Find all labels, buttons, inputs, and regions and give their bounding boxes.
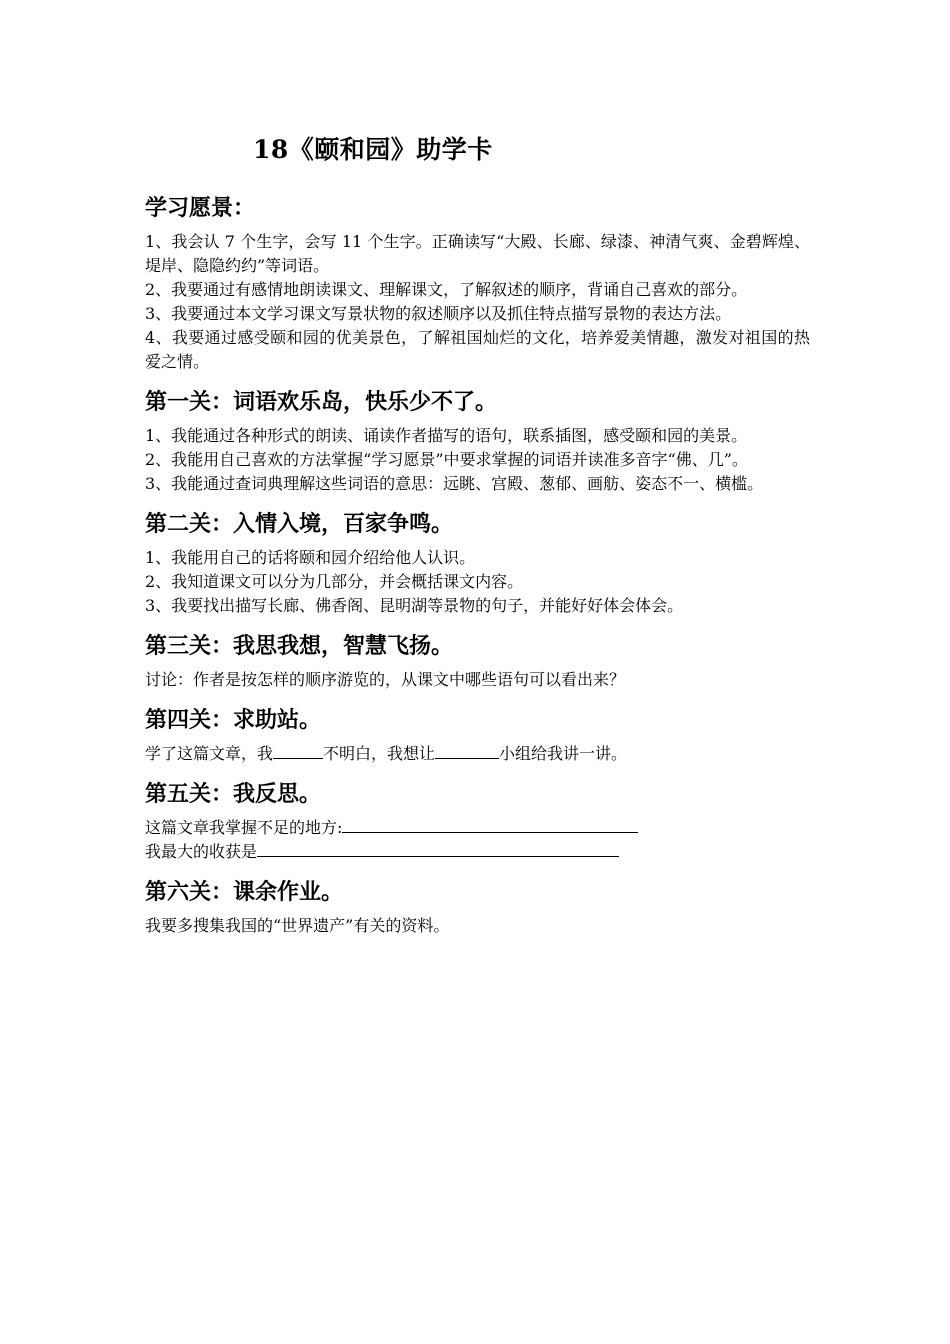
section-heading: 第六关：课余作业。: [145, 879, 344, 905]
gain-blank[interactable]: [257, 841, 619, 857]
section-heading: 第一关：词语欢乐岛，快乐少不了。: [145, 389, 498, 415]
unclear-topic-blank[interactable]: [273, 743, 323, 759]
section-heading: 学习愿景：: [145, 195, 256, 221]
list-item: 1、我会认 7 个生字，会写 11 个生字。正确读写“大殿、长廊、绿漆、神清气爽、金碧辉煌、堤岸、隐隐约约”等词语。: [145, 232, 810, 275]
list-item: 2、我要通过有感情地朗读课文、理解课文，了解叙述的顺序，背诵自己喜欢的部分。: [145, 280, 748, 299]
help-sentence: [145, 742, 810, 766]
section-heading: 第四关：求助站。: [145, 707, 322, 733]
reflect-label-2: 我最大的收获是: [145, 842, 258, 861]
section-heading: 第二关：入情入境，百家争鸣。: [145, 511, 454, 537]
section-level-2: [145, 508, 810, 618]
list-item: 2、我能用自己喜欢的方法掌握“学习愿景”中要求掌握的词语并读准多音字“佛、几”。: [145, 450, 748, 469]
section-level-1: [145, 386, 810, 496]
list-item: 3、我要通过本文学习课文写景状物的叙述顺序以及抓住特点描写景物的表达方法。: [145, 304, 732, 323]
reflect-line-1: [145, 816, 810, 840]
section-level-6: [145, 876, 810, 938]
reflect-label-1: 这篇文章我掌握不足的地方:: [145, 818, 343, 837]
group-name-blank[interactable]: [435, 743, 499, 759]
help-text-2: 不明白，我想让: [323, 744, 436, 763]
reflect-line-2: [145, 840, 810, 864]
study-card: [145, 128, 810, 950]
list-item: 1、我能用自己的话将颐和园介绍给他人认识。: [145, 548, 476, 567]
homework-text: 我要多搜集我国的“世界遗产”有关的资料。: [145, 916, 450, 935]
list-item: 4、我要通过感受颐和园的优美景色，了解祖国灿烂的文化，培养爱美情趣，激发对祖国的热爱之情。: [145, 328, 810, 371]
section-level-3: [145, 630, 810, 692]
section-heading: 第五关：我反思。: [145, 781, 322, 807]
list-item: 3、我能通过查词典理解这些词语的意思：远眺、宫殿、葱郁、画舫、姿态不一、横槛。: [145, 474, 764, 493]
help-text-3: 小组给我讲一讲。: [499, 744, 628, 763]
help-text-1: 学了这篇文章，我: [145, 744, 274, 763]
weakness-blank[interactable]: [342, 817, 638, 833]
page-title: 18《颐和园》助学卡: [253, 135, 493, 164]
section-level-5: [145, 778, 810, 864]
discussion-question: 讨论：作者是按怎样的顺序游览的，从课文中哪些语句可以看出来？: [145, 670, 626, 689]
list-item: 3、我要找出描写长廊、佛香阁、昆明湖等景物的句子，并能好好体会体会。: [145, 596, 684, 615]
section-heading: 第三关：我思我想，智慧飞扬。: [145, 633, 454, 659]
list-item: 2、我知道课文可以分为几部分，并会概括课文内容。: [145, 572, 524, 591]
section-level-4: [145, 704, 810, 766]
section-vision: [145, 192, 810, 374]
list-item: 1、我能通过各种形式的朗读、诵读作者描写的语句，联系插图，感受颐和园的美景。: [145, 426, 748, 445]
